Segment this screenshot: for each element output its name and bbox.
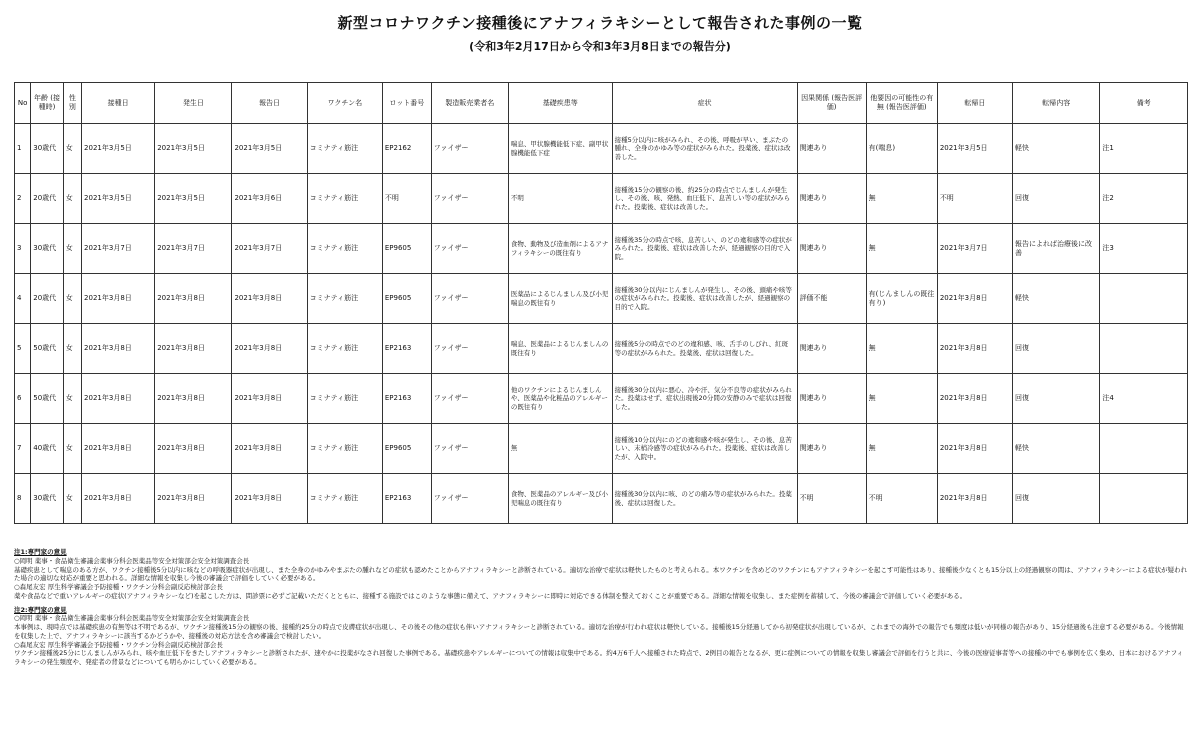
cell-outcome-date: 2021年3月8日 (937, 474, 1012, 524)
cell-lot: EP2163 (382, 374, 431, 424)
cell-outcome: 回復 (1013, 174, 1100, 224)
cell-no: 5 (15, 324, 31, 374)
cell-age: 50歳代 (31, 374, 64, 424)
cell-other-causes: 無 (866, 224, 937, 274)
cell-vaccine: コミナティ筋注 (307, 274, 382, 324)
cell-causality: 関連あり (797, 224, 866, 274)
cell-remarks (1100, 274, 1188, 324)
cell-vax-date: 2021年3月8日 (82, 474, 155, 524)
cell-outcome: 軽快 (1013, 274, 1100, 324)
header-maker: 製造販売業者名 (431, 83, 508, 124)
cell-remarks: 注1 (1100, 124, 1188, 174)
note-paragraph: 基礎疾患として喘息のある方が、ワクチン接種後5分以内に咳などの呼吸器症状が出現し、また全身のかゆみやまぶたの腫れなどの症状も認めたことからアナフィラキシーと診断されている。適切な治療で症状は軽快したものと考えられる。本ワクチンを含めどのワクチンにもアナフィラキシーを起こす可能性はあり、接種後少なくとも15分以上の経過観察の間は、アナフィラキシーによる症状が疑われた場合の適切な対応が重要と思われる。詳細な情報を収集し今後の審議会で評価をしていく必要がある。 (14, 565, 1188, 583)
table-row (15, 424, 1188, 474)
header-outcome: 転帰内容 (1013, 83, 1100, 124)
cell-other-causes: 無 (866, 174, 937, 224)
header-underlying: 基礎疾患等 (508, 83, 612, 124)
cell-lot: EP9605 (382, 424, 431, 474)
header-symptoms: 症状 (612, 83, 797, 124)
cell-onset-date: 2021年3月8日 (155, 324, 232, 374)
header-causality: 因果関係 (報告医評価) (797, 83, 866, 124)
cell-causality: 評価不能 (797, 274, 866, 324)
cell-maker: ファイザー (431, 424, 508, 474)
cell-remarks (1100, 474, 1188, 524)
header-vax-date: 接種日 (82, 83, 155, 124)
cell-outcome: 軽快 (1013, 424, 1100, 474)
cell-onset-date: 2021年3月8日 (155, 374, 232, 424)
table-row (15, 324, 1188, 374)
cell-maker: ファイザー (431, 474, 508, 524)
header-no: No (15, 83, 31, 124)
cell-causality: 関連あり (797, 124, 866, 174)
cell-outcome-date: 不明 (937, 174, 1012, 224)
cell-report-date: 2021年3月8日 (232, 374, 307, 424)
table-row (15, 224, 1188, 274)
cell-maker: ファイザー (431, 224, 508, 274)
cell-symptoms: 接種後5分の時点でのどの違和感、咳、舌手のしびれ、紅斑等の症状がみられた。投薬後、症状は回復した。 (612, 324, 797, 374)
cell-age: 30歳代 (31, 224, 64, 274)
cell-vax-date: 2021年3月5日 (82, 124, 155, 174)
cell-causality: 関連あり (797, 174, 866, 224)
cell-vaccine: コミナティ筋注 (307, 424, 382, 474)
note-block (14, 606, 1188, 667)
cell-maker: ファイザー (431, 274, 508, 324)
cell-underlying: 不明 (508, 174, 612, 224)
cell-other-causes: 有(喘息) (866, 124, 937, 174)
cell-other-causes: 無 (866, 324, 937, 374)
cell-sex: 女 (63, 274, 81, 324)
cell-onset-date: 2021年3月8日 (155, 424, 232, 474)
cell-maker: ファイザー (431, 174, 508, 224)
cell-symptoms: 接種後35分の時点で咳、息苦しい、のどの違和感等の症状がみられた。投薬後、症状は改善したが、経過観察の目的で入院。 (612, 224, 797, 274)
cell-no: 8 (15, 474, 31, 524)
note-paragraph: 本事例は、現時点では基礎疾患の有無等は不明であるが、ワクチン接種後15分の観察の後、接種約25分の時点で皮膚症状が出現し、その後その他の症状も伴いアナフィラキシーと診断されている。適切な治療が行われ症状は軽快している。接種後15分経過してから初発症状が出現しているが、これまでの海外での報告でも頻度は低いが同様の報告があり、15分経過後も注意する必要がある。今後情報を収集した上で、アナフィラキシーに該当するかどうかや、接種後の対応方法を含め審議会で検討したい。 (14, 623, 1184, 640)
cell-report-date: 2021年3月6日 (232, 174, 307, 224)
cell-lot: EP9605 (382, 224, 431, 274)
table-row (15, 124, 1188, 174)
note-paragraph: 薬や食品などで重いアレルギーの症状(アナフィラキシーなど)を起こした方は、問診票に必ずご記載いただくとともに、接種する施設ではこのような事態に備えて、アナフィラキシーに即時に対応できる体制を整えておくことが重要である。詳細な情報を収集し、また症例を蓄積して、今後の審議会で評価していく必要がある。 (14, 591, 967, 600)
expert-notes (14, 548, 1188, 672)
cell-vaccine: コミナティ筋注 (307, 374, 382, 424)
table-row (15, 174, 1188, 224)
table-row (15, 274, 1188, 324)
case-table (14, 82, 1188, 524)
cell-vax-date: 2021年3月8日 (82, 374, 155, 424)
cell-outcome-date: 2021年3月8日 (937, 274, 1012, 324)
cell-sex: 女 (63, 224, 81, 274)
cell-no: 4 (15, 274, 31, 324)
cell-age: 40歳代 (31, 424, 64, 474)
header-lot: ロット番号 (382, 83, 431, 124)
cell-onset-date: 2021年3月7日 (155, 224, 232, 274)
cell-lot: 不明 (382, 174, 431, 224)
cell-sex: 女 (63, 174, 81, 224)
cell-sex: 女 (63, 124, 81, 174)
cell-causality: 関連あり (797, 424, 866, 474)
cell-outcome: 軽快 (1013, 124, 1100, 174)
cell-causality: 不明 (797, 474, 866, 524)
cell-report-date: 2021年3月7日 (232, 224, 307, 274)
cell-sex: 女 (63, 374, 81, 424)
cell-symptoms: 接種後30分以内に咳、のどの痛み等の症状がみられた。投薬後、症状は回復した。 (612, 474, 797, 524)
note-paragraph: ○森尾友宏 厚生科学審議会予防接種・ワクチン分科会副反応検討部会長 (14, 583, 223, 592)
cell-outcome-date: 2021年3月8日 (937, 324, 1012, 374)
cell-causality: 関連あり (797, 374, 866, 424)
header-other-causes: 他要因の可能性の有無 (報告医評価) (866, 83, 937, 124)
cell-onset-date: 2021年3月8日 (155, 274, 232, 324)
cell-underlying: 喘息、医薬品によるじんましんの既往有り (508, 324, 612, 374)
cell-report-date: 2021年3月8日 (232, 474, 307, 524)
cell-age: 50歳代 (31, 324, 64, 374)
cell-no: 6 (15, 374, 31, 424)
cell-sex: 女 (63, 474, 81, 524)
note-paragraph: ワクチン接種後25分にじんましんがみられ、咳や血圧低下をきたしアナフィラキシーと診断されたが、速やかに投薬がなされ回復した事例である。基礎疾患やアレルギーについての情報は収集中である。約4万6千人へ接種された時点で、2例目の報告となるが、更に症例についての情報を収集し審議会で評価を行うと共に、今後の医療従事者等への接種の中でも事例を広く集め、日本におけるアナフィラキシーの発生頻度や、発症者の背景などについても明らかにしていく必要がある。 (14, 649, 1184, 667)
header-remarks: 備考 (1100, 83, 1188, 124)
cell-remarks: 注3 (1100, 224, 1188, 274)
cell-report-date: 2021年3月8日 (232, 424, 307, 474)
cell-symptoms: 接種5分以内に咳がみられ、その後、呼吸が早い、まぶたの腫れ、全身のかゆみ等の症状がみられた。投薬後、症状は改善した。 (612, 124, 797, 174)
cell-symptoms: 接種後15分の観察の後、約25分の時点でじんましんが発生し、その後、咳、発熱、血圧低下、息苦しい等の症状がみられた。投薬後、症状は改善した。 (612, 174, 797, 224)
cell-vaccine: コミナティ筋注 (307, 124, 382, 174)
cell-vax-date: 2021年3月8日 (82, 324, 155, 374)
cell-age: 30歳代 (31, 124, 64, 174)
cell-age: 30歳代 (31, 474, 64, 524)
cell-report-date: 2021年3月8日 (232, 324, 307, 374)
cell-vax-date: 2021年3月8日 (82, 424, 155, 474)
cell-symptoms: 接種後30分以内に悪心、冷や汗、気分不良等の症状がみられた。投薬はせず、症状出現後20分間の安静のみで症状は回復した。 (612, 374, 797, 424)
cell-lot: EP9605 (382, 274, 431, 324)
cell-age: 20歳代 (31, 174, 64, 224)
table-row (15, 474, 1188, 524)
cell-outcome: 回復 (1013, 324, 1100, 374)
cell-report-date: 2021年3月5日 (232, 124, 307, 174)
document-subtitle: (令和3年2月17日から令和3年3月8日までの報告分) (469, 40, 731, 53)
cell-outcome-date: 2021年3月8日 (937, 424, 1012, 474)
header-vaccine: ワクチン名 (307, 83, 382, 124)
cell-outcome-date: 2021年3月7日 (937, 224, 1012, 274)
cell-vaccine: コミナティ筋注 (307, 224, 382, 274)
header-age: 年齢 (接種時) (31, 83, 64, 124)
cell-no: 2 (15, 174, 31, 224)
note-paragraph: ○岡明 薬事・食品衛生審議会薬事分科会医薬品等安全対策部会安全対策調査会長 (14, 556, 250, 565)
cell-underlying: 無 (508, 424, 612, 474)
cell-remarks (1100, 324, 1188, 374)
cell-no: 3 (15, 224, 31, 274)
cell-sex: 女 (63, 424, 81, 474)
table-row (15, 374, 1188, 424)
cell-remarks: 注2 (1100, 174, 1188, 224)
cell-underlying: 他のワクチンによるじんましんや、医薬品や化粧品のアレルギーの既往有り (508, 374, 612, 424)
cell-vax-date: 2021年3月7日 (82, 224, 155, 274)
cell-onset-date: 2021年3月8日 (155, 474, 232, 524)
cell-underlying: 医薬品によるじんましん及び小児喘息の既往有り (508, 274, 612, 324)
cell-vax-date: 2021年3月8日 (82, 274, 155, 324)
cell-underlying: 喘息、甲状腺機能低下症、副甲状腺機能低下症 (508, 124, 612, 174)
cell-report-date: 2021年3月8日 (232, 274, 307, 324)
cell-symptoms: 接種後30分以内にじんましんが発生し、その後、頭痛や咳等の症状がみられた。投薬後、症状は改善したが、経過観察の目的で入院。 (612, 274, 797, 324)
cell-outcome: 報告によれば治療後に改善 (1013, 224, 1100, 274)
cell-no: 7 (15, 424, 31, 474)
note-heading: 注1:専門家の意見 (14, 548, 67, 556)
document-title: 新型コロナワクチン接種後にアナフィラキシーとして報告された事例の一覧 (337, 14, 863, 32)
cell-lot: EP2163 (382, 474, 431, 524)
cell-vaccine: コミナティ筋注 (307, 324, 382, 374)
table-header-row (15, 83, 1188, 124)
note-paragraph: ○森尾友宏 厚生科学審議会予防接種・ワクチン分科会副反応検討部会長 (14, 640, 223, 649)
cell-symptoms: 接種後10分以内にのどの違和感や咳が発生し、その後、息苦しい、末梢冷感等の症状がみられた。投薬後、症状は改善したが、入院中。 (612, 424, 797, 474)
cell-underlying: 食物、動物及び造血剤によるアナフィラキシーの既往有り (508, 224, 612, 274)
cell-remarks (1100, 424, 1188, 474)
header-onset-date: 発生日 (155, 83, 232, 124)
cell-maker: ファイザー (431, 324, 508, 374)
cell-onset-date: 2021年3月5日 (155, 174, 232, 224)
cell-other-causes: 無 (866, 374, 937, 424)
cell-maker: ファイザー (431, 374, 508, 424)
cell-outcome: 回復 (1013, 474, 1100, 524)
cell-no: 1 (15, 124, 31, 174)
cell-outcome-date: 2021年3月8日 (937, 374, 1012, 424)
cell-maker: ファイザー (431, 124, 508, 174)
case-rows (15, 124, 1188, 524)
cell-age: 20歳代 (31, 274, 64, 324)
note-paragraph: ○岡明 薬事・食品衛生審議会薬事分科会医薬品等安全対策部会安全対策調査会長 (14, 614, 250, 623)
cell-lot: EP2162 (382, 124, 431, 174)
cell-other-causes: 不明 (866, 474, 937, 524)
cell-outcome-date: 2021年3月5日 (937, 124, 1012, 174)
cell-outcome: 回復 (1013, 374, 1100, 424)
cell-other-causes: 有(じんましんの既往有り) (866, 274, 937, 324)
header-sex: 性別 (63, 83, 81, 124)
cell-vax-date: 2021年3月5日 (82, 174, 155, 224)
header-outcome-date: 転帰日 (937, 83, 1012, 124)
cell-underlying: 食物、医薬品のアレルギー及び小児喘息の既往有り (508, 474, 612, 524)
header-report-date: 報告日 (232, 83, 307, 124)
cell-causality: 関連あり (797, 324, 866, 374)
cell-vaccine: コミナティ筋注 (307, 174, 382, 224)
note-heading: 注2:専門家の意見 (14, 605, 67, 614)
note-block (14, 548, 1188, 601)
cell-vaccine: コミナティ筋注 (307, 474, 382, 524)
cell-remarks: 注4 (1100, 374, 1188, 424)
cell-lot: EP2163 (382, 324, 431, 374)
cell-other-causes: 無 (866, 424, 937, 474)
cell-onset-date: 2021年3月5日 (155, 124, 232, 174)
cell-sex: 女 (63, 324, 81, 374)
